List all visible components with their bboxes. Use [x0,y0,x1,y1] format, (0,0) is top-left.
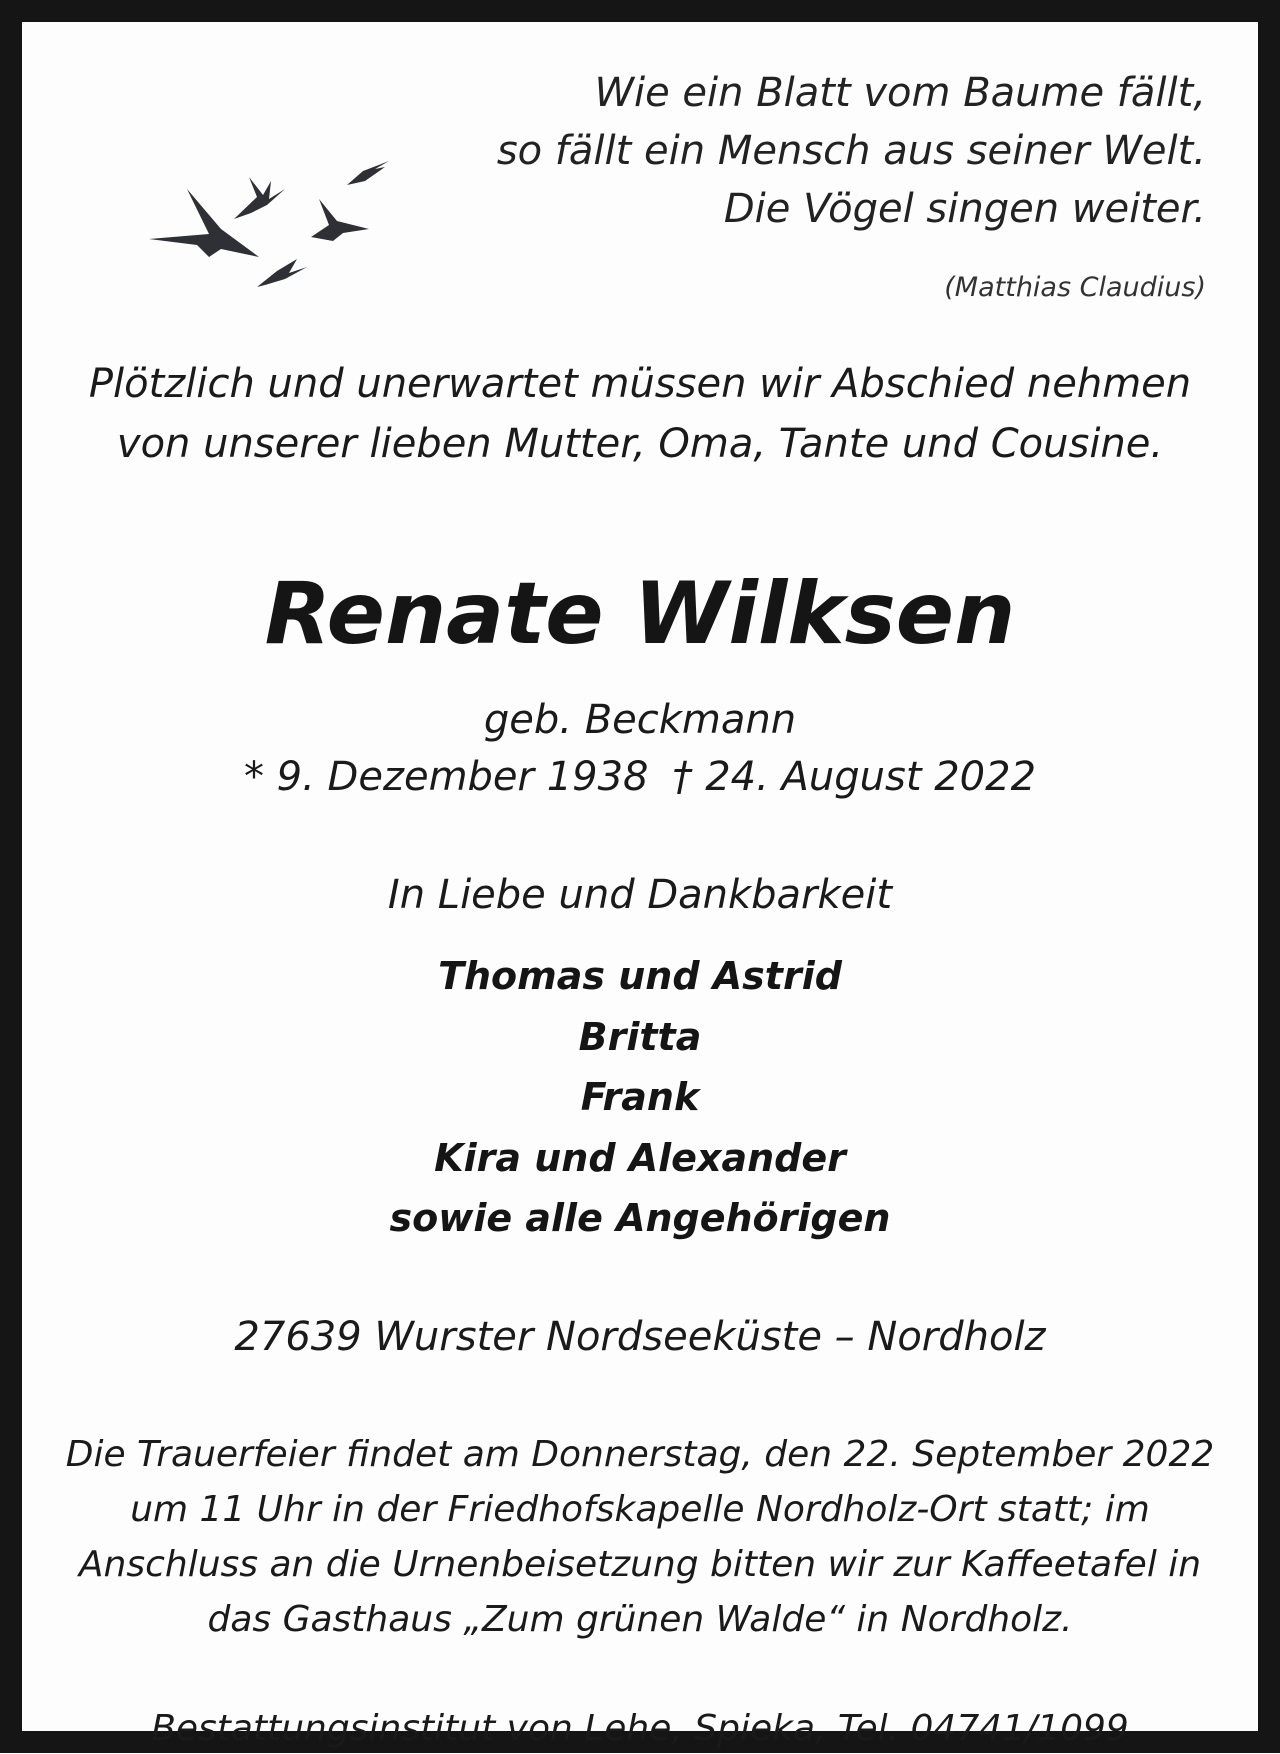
life-dates [44,751,1236,803]
quote-line: Die Vögel singen weiter. [723,186,1206,232]
swallow-icon [149,189,259,257]
obituary-content [44,44,1236,1749]
quote-author: (Matthias Claudius) [944,272,1206,303]
birth-date: * 9. Dezember 1938 [243,754,649,800]
mourner-entry: Britta [578,1014,702,1059]
deceased-name: Renate Wilksen [264,564,1016,664]
mourner-entry: sowie alle Angehörigen [389,1196,891,1240]
mourner-entry: Frank [580,1075,700,1119]
intro-text [44,354,1236,474]
intro-line: von unserer lieben Mutter, Oma, Tante und Cousine. [116,421,1164,467]
service-line: um 11 Uhr in der Friedhofskapelle Nordholz-Ort statt; im [130,1489,1150,1530]
service-line: Anschluss an die Urnenbeisetzung bitten wir zur Kaffeetafel in [78,1544,1202,1585]
swallow-icon [311,199,369,241]
flying-swallows-icon [139,139,459,319]
mourner-entry: Thomas und Astrid [438,954,842,998]
location-text: 27639 Wurster Nordseeküste – Nordholz [234,1314,1046,1360]
poem-quote [497,64,1206,238]
service-line: Die Trauerfeier findet am Donnerstag, den 22. September 2022 [65,1434,1215,1475]
swallow-icon [234,177,285,219]
death-date: † 24. August 2022 [672,754,1037,800]
dedication-text: In Liebe und Dankbarkeit [387,872,893,918]
intro-line: Plötzlich und unerwartet müssen wir Abschied nehmen [88,361,1192,407]
service-line: das Gasthaus „Zum grünen Walde“ in Nordholz. [207,1599,1073,1640]
funeral-home-contact: Bestattungsinstitut von Lehe, Spieka, Tel. 04741/1099 [151,1708,1129,1749]
maiden-name: geb. Beckmann [483,697,797,743]
mourners-list [44,946,1236,1249]
service-info [44,1427,1236,1647]
swallow-icon [347,161,389,185]
quote-line: so fällt ein Mensch aus seiner Welt. [496,128,1206,174]
quote-line: Wie ein Blatt vom Baume fällt, [594,70,1206,116]
mourner-entry: Kira und Alexander [434,1135,846,1180]
swallow-icon [257,259,307,287]
